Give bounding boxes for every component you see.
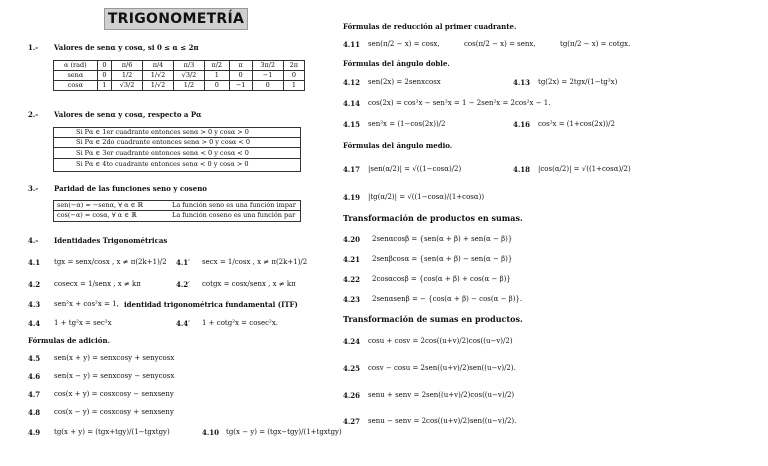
section-heading: Transformación de sumas en productos. [343, 314, 523, 324]
section-3-number: 3.- [28, 184, 39, 193]
formula-number: 4.4 [28, 319, 41, 328]
formula-text: senu − senv = 2cos((u+v)/2)sen((u−v)/2). [368, 417, 517, 425]
formula-text: cos(x + y) = cosxcosy − senxseny [54, 390, 174, 398]
formula-number: 4.2 [28, 280, 41, 289]
section-heading: Fórmulas de reducción al primer cuadrante. [343, 22, 517, 31]
values-table-cell: 0 [204, 81, 229, 91]
formula-text: sen(π/2 − x) = cosx, [368, 40, 440, 48]
quadrant-row: Si Pα ∈ 2do cuadrante entonces senα > 0 y cosα < 0 [54, 138, 300, 148]
values-table-row [54, 61, 305, 71]
formula-number: 4.11 [343, 40, 361, 49]
parity-table [53, 200, 301, 222]
section-4-heading: Identidades Trigonométricas [54, 236, 168, 245]
formula-number: 4.20 [343, 235, 361, 244]
quadrant-row: Si Pα ∈ 3er cuadrante entonces senα < 0 y cosα < 0 [54, 149, 300, 159]
formula-text: 1 + cotg²x = cosec²x. [202, 319, 279, 327]
formula-number: 4.18 [513, 165, 531, 174]
values-table-cell: −1 [229, 81, 252, 91]
formula-text: tg(2x) = 2tgx/(1−tg²x) [538, 78, 618, 86]
formula-number: 4.15 [343, 120, 361, 129]
values-table-cell: π/6 [112, 61, 143, 71]
formula-note: identidad trigonométrica fundamental (ITF) [124, 300, 298, 309]
formula-text: cos²x = (1+cos(2x))/2 [538, 120, 615, 128]
section-4-number: 4.- [28, 236, 39, 245]
section-1-heading: Valores de senα y cosα, si 0 ≤ α ≤ 2π [54, 43, 199, 52]
formula-text: sen(x − y) = senxcosy − senycosx [54, 372, 175, 380]
values-table-cell: √3/2 [174, 71, 205, 81]
formula-text: tgx = senx/cosx , x ≠ π(2k+1)/2 [54, 258, 167, 266]
quadrant-table [53, 127, 301, 172]
values-table-row [54, 81, 305, 91]
values-table-cell: 1/√2 [143, 71, 174, 81]
values-table-cell: 1 [97, 81, 111, 91]
formula-number: 4.9 [28, 428, 41, 437]
formula-number: 4.16 [513, 120, 531, 129]
formula-number: 4.6 [28, 372, 41, 381]
formula-number: 4.26 [343, 391, 361, 400]
formula-number: 4.22 [343, 275, 361, 284]
formula-number: 4.19 [343, 193, 361, 202]
formula-number: 4.17 [343, 165, 361, 174]
formula-text: |cos(α/2)| = √((1+cosα)/2) [538, 165, 631, 173]
formula-number: 4.12 [343, 78, 361, 87]
values-table-cell: 0 [229, 71, 252, 81]
formula-number: 4.23 [343, 295, 361, 304]
formula-number: 4.3 [28, 300, 41, 309]
parity-identity: cos(−α) = cosα, ∀ α ∈ ℝ [57, 211, 137, 219]
values-table-cell: π/2 [204, 61, 229, 71]
formula-text: cos(2x) = cos²x − sen²x = 1 − 2sen²x = 2cos²x − 1. [368, 99, 551, 107]
formula-number: 4.7 [28, 390, 41, 399]
values-table-cell: 0 [97, 61, 111, 71]
formula-text: cos(π/2 − x) = senx, [464, 40, 536, 48]
values-table-cell: √3/2 [112, 81, 143, 91]
formula-number: 4.4′ [176, 319, 191, 328]
values-table-cell: π [229, 61, 252, 71]
values-table-cell: 0 [283, 71, 304, 81]
values-table-cell: senα [54, 71, 98, 81]
formula-text: cosv − cosu = 2sen((u+v)/2)sen((u−v)/2). [368, 364, 516, 372]
parity-row [54, 201, 300, 211]
formula-text: 2senαsenβ = − {cos(α + β) − cos(α − β)}. [372, 295, 523, 303]
formula-number: 4.25 [343, 364, 361, 373]
values-table-cell: 1/2 [174, 81, 205, 91]
section-heading: Fórmulas del ángulo medio. [343, 141, 453, 150]
section-2-number: 2.- [28, 110, 39, 119]
values-table-cell: cosα [54, 81, 98, 91]
formula-text: cotgx = cosx/senx , x ≠ kπ [202, 280, 296, 288]
formula-number: 4.27 [343, 417, 361, 426]
formula-text: 2senαcosβ = {sen(α + β) + sen(α − β)} [372, 235, 513, 243]
formula-text: senu + senv = 2sen((u+v)/2)cos((u−v)/2) [368, 391, 515, 399]
values-table [53, 60, 305, 91]
section-1-number: 1.- [28, 43, 39, 52]
formula-number: 4.10 [202, 428, 220, 437]
section-heading: Transformación de productos en sumas. [343, 213, 523, 223]
formula-number: 4.24 [343, 337, 361, 346]
section-heading: Fórmulas del ángulo doble. [343, 59, 450, 68]
formula-text: cosecx = 1/senx , x ≠ kπ [54, 280, 141, 288]
formula-text: secx = 1/cosx , x ≠ π(2k+1)/2 [202, 258, 308, 266]
quadrant-row: Si Pα ∈ 4to cuadrante entonces senα < 0 y cosα > 0 [76, 160, 249, 168]
section-heading: Fórmulas de adición. [28, 336, 111, 345]
formula-number: 4.8 [28, 408, 41, 417]
values-table-cell: 1 [204, 71, 229, 81]
formula-text: sen(2x) = 2senxcosx [368, 78, 441, 86]
formula-text: sen(x + y) = senxcosy + senycosx [54, 354, 175, 362]
formula-text: |tg(α/2)| = √((1−cosα)/(1+cosα)) [368, 193, 485, 201]
section-2-heading: Valores de senα y cosα, respecto a Pα [54, 110, 202, 119]
formula-text: tg(x − y) = (tgx−tgy)/(1+tgxtgy) [226, 428, 342, 436]
values-table-cell: 2π [283, 61, 304, 71]
formula-text: 2senβcosα = {sen(α + β) − sen(α − β)} [372, 255, 513, 263]
formula-text: sen²x = (1−cos(2x))/2 [368, 120, 446, 128]
formula-text: tg(x + y) = (tgx+tgy)/(1−tgxtgy) [54, 428, 170, 436]
values-table-cell: −1 [252, 71, 283, 81]
formula-number: 4.5 [28, 354, 41, 363]
formula-text: 2cosαcosβ = {cos(α + β) + cos(α − β)} [372, 275, 511, 283]
values-table-cell: 3π/2 [252, 61, 283, 71]
formula-number: 4.13 [513, 78, 531, 87]
formula-text: |sen(α/2)| = √((1−cosα)/2) [368, 165, 462, 173]
values-table-cell: π/3 [174, 61, 205, 71]
formula-text: cosu + cosv = 2cos((u+v)/2)cos((u−v)/2) [368, 337, 513, 345]
formula-number: 4.2′ [176, 280, 191, 289]
values-table-cell: 1 [283, 81, 304, 91]
parity-row [54, 211, 300, 220]
values-table-cell: 1/2 [112, 71, 143, 81]
formula-text: tg(π/2 − x) = cotgx. [560, 40, 631, 48]
values-table-cell: α (rad) [54, 61, 98, 71]
parity-description: La función seno es una función impar [172, 201, 296, 209]
values-table-cell: 1/√2 [143, 81, 174, 91]
formula-text: sen²x + cos²x = 1, [54, 300, 119, 308]
values-table-row [54, 71, 305, 81]
values-table-cell: π/4 [143, 61, 174, 71]
values-table-cell: 0 [97, 71, 111, 81]
formula-number: 4.1 [28, 258, 41, 267]
parity-identity: sen(−α) = −senα, ∀ α ∈ ℝ [57, 201, 143, 209]
formula-number: 4.1′ [176, 258, 191, 267]
quadrant-row: Si Pα ∈ 1er cuadrante entonces senα > 0 y cosα > 0 [54, 128, 300, 138]
formula-text: cos(x − y) = cosxcosy + senxseny [54, 408, 174, 416]
formula-number: 4.21 [343, 255, 361, 264]
parity-description: La función coseno es una función par [172, 211, 296, 219]
section-3-heading: Paridad de las funciones seno y coseno [54, 184, 207, 193]
formula-text: 1 + tg²x = sec²x [54, 319, 112, 327]
values-table-cell: 0 [252, 81, 283, 91]
page-title: TRIGONOMETRÍA [104, 8, 248, 30]
formula-number: 4.14 [343, 99, 361, 108]
